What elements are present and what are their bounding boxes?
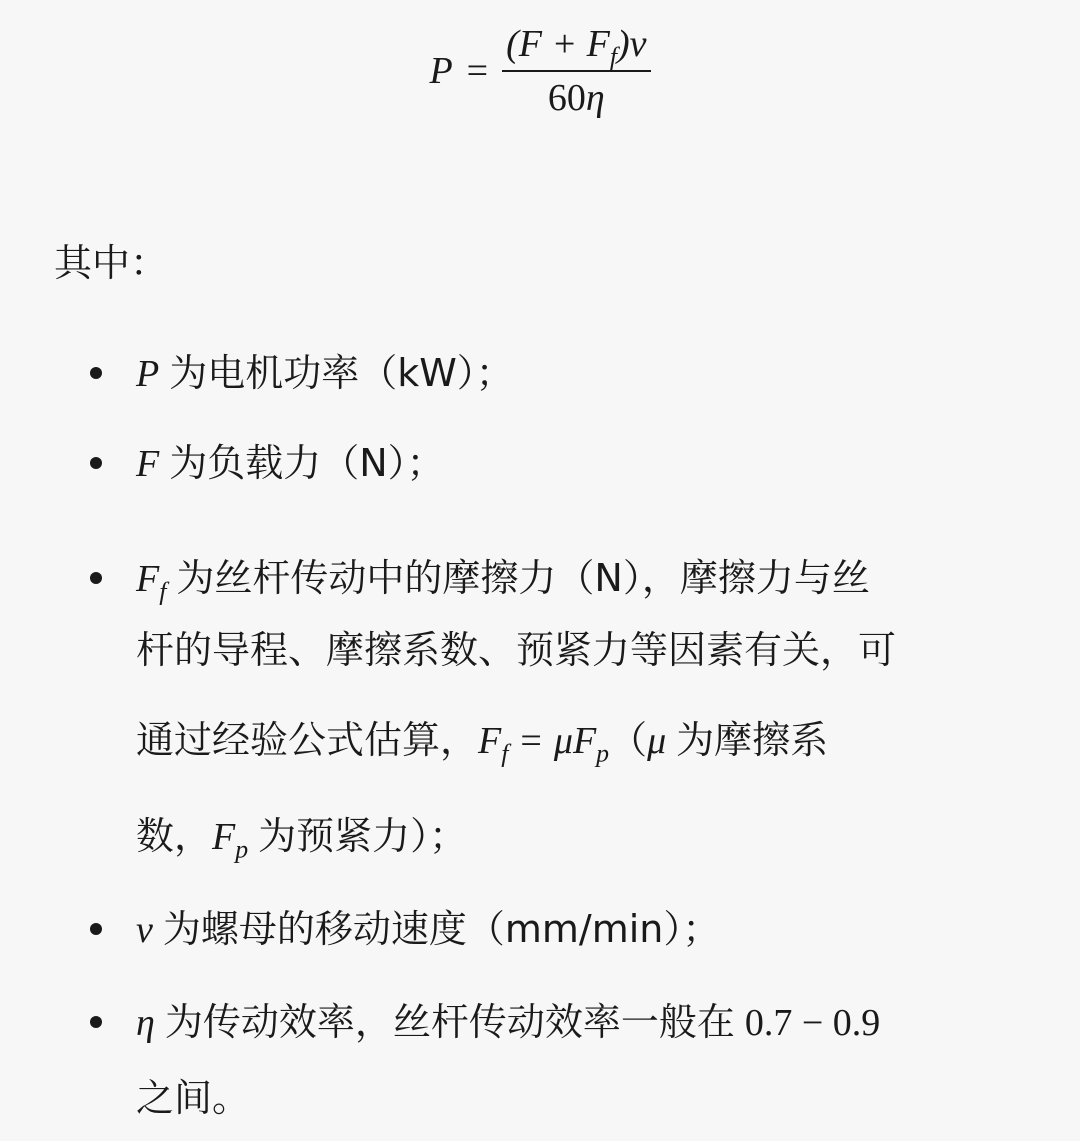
symbol-fp-sub: p — [235, 834, 249, 864]
symbol-ff-sub: f — [159, 576, 167, 606]
paren-open: （ — [609, 718, 648, 762]
list-item-speed — [136, 902, 1016, 957]
list-item-efficiency — [136, 995, 1016, 1125]
power-formula — [0, 22, 1080, 120]
efficiency-range: 0.7 − 0.9 — [744, 1002, 881, 1044]
item-text-line4-pre: 数， — [136, 814, 213, 858]
item-text: 为负载力（N）； — [169, 441, 445, 485]
bullet-icon — [90, 902, 102, 956]
eq-mu: μ — [553, 720, 573, 762]
numerator-text: (F + F — [506, 23, 610, 65]
eq-rhs: F — [572, 720, 597, 762]
formula-numerator — [502, 22, 650, 72]
symbol-ff-base: F — [136, 558, 160, 600]
list-item-power — [136, 346, 1016, 401]
symbol-fp — [212, 816, 249, 864]
eq-lhs-sub: f — [501, 738, 509, 768]
item-text-line4-post: 为预紧力）； — [258, 814, 468, 858]
symbol-f: F — [136, 443, 160, 485]
list-item-load — [136, 436, 1016, 491]
intro-label: 其中： — [54, 241, 169, 285]
bullet-icon — [90, 346, 102, 400]
symbol-eta: η — [136, 1002, 155, 1044]
item-text-line3-pre: 通过经验公式估算， — [136, 718, 479, 762]
numerator-tail: )v — [617, 23, 647, 65]
item-text-line3-post: 为摩擦系 — [676, 718, 829, 762]
bullet-icon — [90, 436, 102, 490]
eq-rhs-sub: p — [596, 738, 610, 768]
eq-sign: = — [520, 720, 542, 762]
denominator-symbol: η — [585, 77, 605, 119]
item-text: 为螺母的移动速度（mm/min）； — [162, 907, 721, 951]
symbol-p: P — [136, 353, 160, 395]
bullet-icon — [90, 551, 102, 605]
item-text-line2: 杆的导程、摩擦系数、预紧力等因素有关，可 — [136, 628, 897, 672]
bullet-icon — [90, 995, 102, 1049]
symbol-fp-base: F — [212, 816, 236, 858]
item-text-pre: 为传动效率，丝杆传动效率一般在 — [164, 1000, 735, 1044]
symbol-v: v — [136, 909, 153, 951]
formula-equals: = — [466, 50, 489, 92]
item-text-line1: 为丝杆传动中的摩擦力（N），摩擦力与丝 — [176, 556, 870, 600]
friction-equation — [478, 720, 610, 768]
item-text: 为电机功率（kW）； — [169, 351, 514, 395]
symbol-mu: μ — [647, 720, 667, 762]
item-text-line2: 之间。 — [136, 1076, 251, 1120]
numerator-subscript: f — [609, 41, 618, 71]
denominator-number: 60 — [547, 77, 586, 119]
list-item-friction — [136, 551, 1016, 864]
symbol-ff — [136, 558, 167, 606]
eq-lhs: F — [478, 720, 502, 762]
formula-fraction — [502, 22, 650, 120]
formula-lhs: P — [429, 50, 453, 92]
formula-denominator — [548, 72, 605, 120]
